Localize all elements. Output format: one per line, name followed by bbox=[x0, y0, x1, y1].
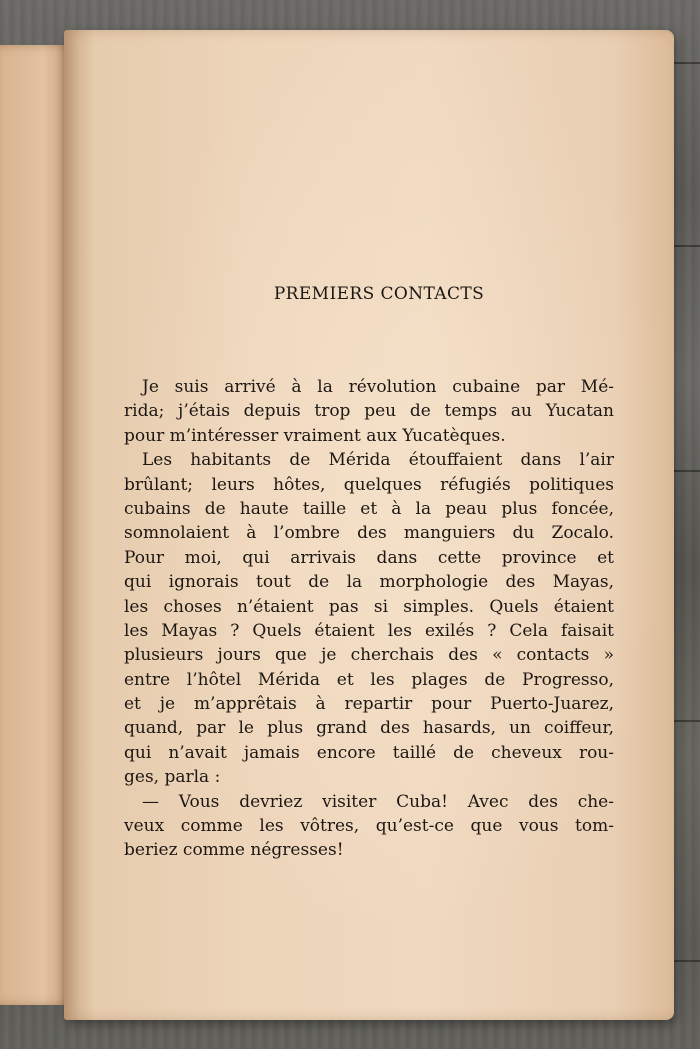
text-line: brûlant; leurs hôtes, quelques réfugiés politiques bbox=[124, 474, 614, 495]
text-line: qui n’avait jamais encore taillé de cheveux rou- bbox=[124, 742, 614, 763]
text-line: pour m’intéresser vraiment aux Yucatèques. bbox=[124, 425, 506, 446]
book-page bbox=[64, 30, 674, 1020]
text-line: Les habitants de Mérida étouffaient dans l’air bbox=[142, 450, 614, 471]
left-page-edge bbox=[0, 45, 72, 1005]
text-line: quand, par le plus grand des hasards, un coiffeur, bbox=[124, 718, 614, 739]
chapter-title: PREMIERS CONTACTS bbox=[273, 284, 485, 304]
text-line: les choses n’étaient pas si simples. Quels étaient bbox=[124, 596, 614, 617]
text-line: entre l’hôtel Mérida et les plages de Progresso, bbox=[124, 669, 614, 690]
text-line: qui ignorais tout de la morphologie des Mayas, bbox=[124, 572, 614, 593]
text-line: veux comme les vôtres, qu’est-ce que vous tom- bbox=[124, 816, 614, 837]
text-line: ges, parla : bbox=[124, 767, 221, 788]
chapter-body bbox=[124, 375, 614, 863]
text-line: rida; j’étais depuis trop peu de temps au Yucatan bbox=[124, 401, 614, 422]
text-line: Pour moi, qui arrivais dans cette province et bbox=[124, 547, 614, 568]
text-line: Je suis arrivé à la révolution cubaine par Mé- bbox=[142, 377, 614, 397]
text-line: cubains de haute taille et à la peau plus foncée, bbox=[124, 498, 614, 519]
text-line: les Mayas ? Quels étaient les exilés ? Cela faisait bbox=[124, 620, 614, 641]
text-line: et je m’apprêtais à repartir pour Puerto-Juarez, bbox=[124, 694, 614, 715]
text-line: somnolaient à l’ombre des manguiers du Zocalo. bbox=[124, 523, 614, 544]
text-line: — Vous devriez visiter Cuba! Avec des che- bbox=[142, 791, 614, 812]
text-line: beriez comme négresses! bbox=[124, 840, 344, 861]
text-line: plusieurs jours que je cherchais des « contacts » bbox=[124, 645, 614, 666]
